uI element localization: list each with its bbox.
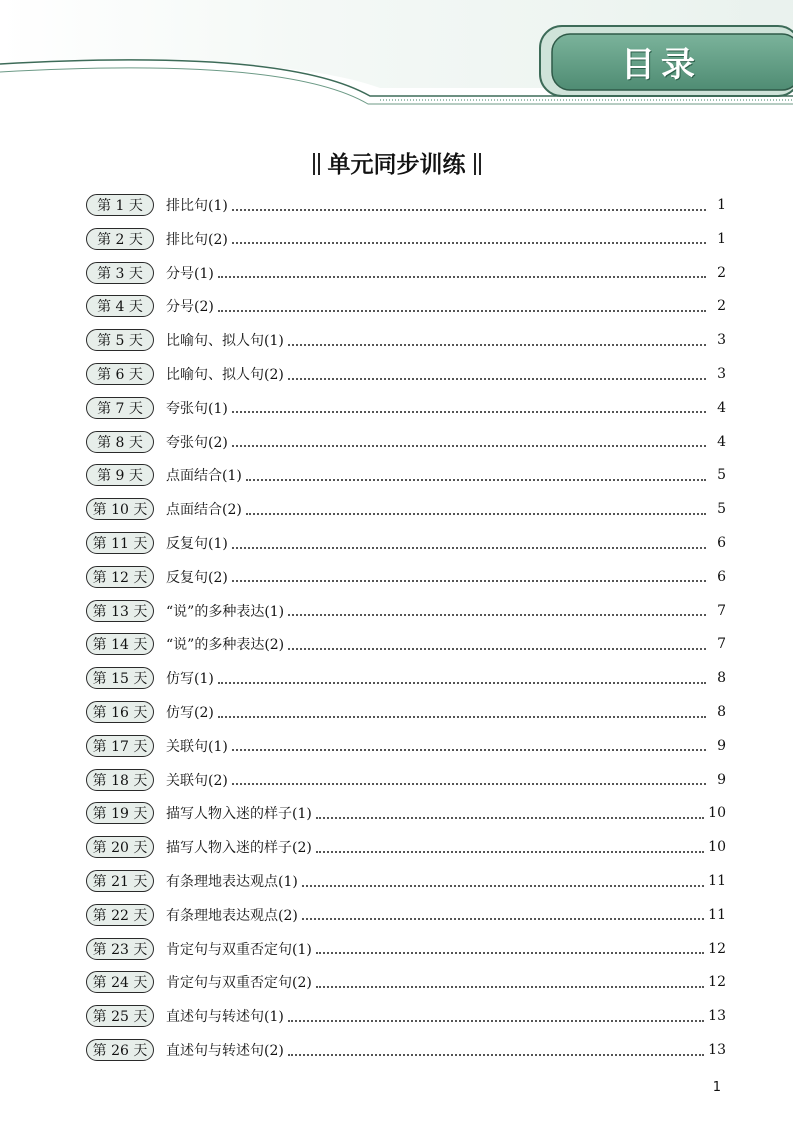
entry-title: 排比句(2) bbox=[166, 231, 228, 248]
entry-title: “说”的多种表达(2) bbox=[166, 637, 285, 654]
entry-page-number: 12 bbox=[708, 974, 726, 991]
toc-entry[interactable] bbox=[86, 564, 726, 590]
toc-entry[interactable] bbox=[86, 598, 726, 624]
dot-leader bbox=[316, 816, 704, 819]
entry-page-number: 12 bbox=[708, 940, 726, 957]
dot-leader bbox=[316, 985, 704, 988]
toc-heading: 目录 bbox=[621, 44, 701, 85]
entry-page-number: 2 bbox=[717, 298, 726, 315]
day-badge: 第 13 天 bbox=[86, 600, 154, 622]
entry-title: 夸张句(2) bbox=[166, 434, 228, 451]
toc-entry[interactable] bbox=[86, 800, 726, 826]
dot-leader bbox=[218, 309, 706, 312]
dot-leader bbox=[302, 884, 704, 887]
entry-page-number: 5 bbox=[717, 501, 726, 518]
toc-entry[interactable] bbox=[86, 530, 726, 556]
entry-page-number: 9 bbox=[717, 771, 726, 788]
entry-title: 直述句与转述句(1) bbox=[166, 1009, 284, 1026]
entry-page-number: 13 bbox=[708, 1008, 726, 1025]
dot-leader bbox=[232, 410, 706, 413]
entry-title: 点面结合(2) bbox=[166, 502, 242, 519]
toc-entry[interactable] bbox=[86, 699, 726, 725]
entry-page-number: 4 bbox=[717, 399, 726, 416]
day-badge: 第 6 天 bbox=[86, 363, 154, 385]
dot-leader bbox=[316, 850, 704, 853]
day-badge: 第 4 天 bbox=[86, 295, 154, 317]
day-badge: 第 26 天 bbox=[86, 1039, 154, 1061]
toc-entry[interactable] bbox=[86, 496, 726, 522]
dot-leader bbox=[232, 748, 706, 751]
title-bar-right bbox=[474, 153, 481, 175]
title-bar-left bbox=[313, 153, 320, 175]
toc-entry[interactable] bbox=[86, 1037, 726, 1063]
day-badge: 第 19 天 bbox=[86, 802, 154, 824]
entry-page-number: 1 bbox=[717, 230, 726, 247]
day-badge: 第 11 天 bbox=[86, 532, 154, 554]
toc-entry[interactable] bbox=[86, 665, 726, 691]
entry-title: 肯定句与双重否定句(2) bbox=[166, 975, 312, 992]
entry-title: 分号(1) bbox=[166, 265, 214, 282]
day-badge: 第 1 天 bbox=[86, 194, 154, 216]
entry-page-number: 7 bbox=[717, 636, 726, 653]
entry-page-number: 2 bbox=[717, 264, 726, 281]
dot-leader bbox=[232, 444, 706, 447]
day-badge: 第 12 天 bbox=[86, 566, 154, 588]
dot-leader bbox=[288, 647, 706, 650]
dot-leader bbox=[316, 951, 704, 954]
toc-entry[interactable] bbox=[86, 834, 726, 860]
dot-leader bbox=[302, 917, 704, 920]
entry-title: 点面结合(1) bbox=[166, 468, 242, 485]
entry-title: 有条理地表达观点(1) bbox=[166, 874, 298, 890]
dot-leader bbox=[288, 613, 706, 616]
toc-entry[interactable] bbox=[86, 767, 726, 793]
toc-entry[interactable] bbox=[86, 969, 726, 995]
entry-page-number: 8 bbox=[717, 670, 726, 687]
dot-leader bbox=[232, 546, 706, 549]
entry-page-number: 11 bbox=[708, 906, 726, 923]
dot-leader bbox=[218, 715, 706, 718]
day-badge: 第 10 天 bbox=[86, 498, 154, 520]
day-badge: 第 25 天 bbox=[86, 1005, 154, 1027]
day-badge: 第 14 天 bbox=[86, 633, 154, 655]
day-badge: 第 21 天 bbox=[86, 870, 154, 892]
entry-title: 反复句(2) bbox=[166, 569, 228, 586]
entry-title: 分号(2) bbox=[166, 299, 214, 316]
dot-leader bbox=[246, 478, 706, 481]
toc-entry[interactable] bbox=[86, 192, 726, 218]
entry-page-number: 6 bbox=[717, 535, 726, 551]
entry-page-number: 9 bbox=[717, 737, 726, 754]
entry-title: 描写人物入迷的样子(1) bbox=[166, 806, 312, 823]
entry-page-number: 6 bbox=[717, 568, 726, 585]
entry-page-number: 3 bbox=[717, 332, 726, 349]
day-badge: 第 2 天 bbox=[86, 228, 154, 250]
entry-title: 排比句(1) bbox=[166, 198, 228, 214]
entry-page-number: 10 bbox=[708, 839, 726, 856]
entry-title: 有条理地表达观点(2) bbox=[166, 907, 298, 924]
dot-leader bbox=[288, 377, 706, 380]
entry-title: 比喻句、拟人句(1) bbox=[166, 333, 284, 350]
dot-leader bbox=[218, 275, 706, 278]
dot-leader bbox=[288, 1053, 704, 1056]
entry-title: 比喻句、拟人句(2) bbox=[166, 367, 284, 383]
day-badge: 第 5 天 bbox=[86, 329, 154, 351]
section-title bbox=[0, 146, 793, 179]
entry-page-number: 11 bbox=[708, 873, 726, 889]
dot-leader bbox=[232, 579, 706, 582]
day-badge: 第 24 天 bbox=[86, 971, 154, 993]
day-badge: 第 16 天 bbox=[86, 701, 154, 723]
toc-entry[interactable] bbox=[86, 361, 726, 387]
day-badge: 第 8 天 bbox=[86, 431, 154, 453]
day-badge: 第 7 天 bbox=[86, 397, 154, 419]
toc-entry[interactable] bbox=[86, 1003, 726, 1029]
entry-page-number: 13 bbox=[708, 1042, 726, 1058]
entry-title: 直述句与转述句(2) bbox=[166, 1043, 284, 1059]
toc-entry[interactable] bbox=[86, 429, 726, 455]
entry-page-number: 3 bbox=[717, 366, 726, 382]
entry-title: 仿写(2) bbox=[166, 705, 214, 721]
toc-entry[interactable] bbox=[86, 462, 726, 488]
page-number: 1 bbox=[712, 1080, 721, 1095]
day-badge: 第 22 天 bbox=[86, 904, 154, 926]
day-badge: 第 17 天 bbox=[86, 735, 154, 757]
entry-title: 关联句(1) bbox=[166, 738, 228, 755]
day-badge: 第 20 天 bbox=[86, 836, 154, 858]
toc-entry[interactable] bbox=[86, 733, 726, 759]
day-badge: 第 18 天 bbox=[86, 769, 154, 791]
entry-title: 夸张句(1) bbox=[166, 400, 228, 417]
entry-page-number: 10 bbox=[708, 805, 726, 822]
entry-title: 反复句(1) bbox=[166, 536, 228, 552]
dot-leader bbox=[232, 208, 706, 211]
dot-leader bbox=[246, 512, 706, 515]
entry-page-number: 8 bbox=[717, 704, 726, 720]
toc-entry[interactable] bbox=[86, 868, 726, 894]
entry-page-number: 4 bbox=[717, 433, 726, 450]
dot-leader bbox=[288, 343, 706, 346]
dot-leader bbox=[232, 241, 706, 244]
toc-entry[interactable] bbox=[86, 902, 726, 928]
toc-entry[interactable] bbox=[86, 631, 726, 657]
toc-entry[interactable] bbox=[86, 293, 726, 319]
dot-leader bbox=[232, 782, 706, 785]
toc-entry[interactable] bbox=[86, 260, 726, 286]
entry-page-number: 7 bbox=[717, 602, 726, 619]
entry-title: 描写人物入迷的样子(2) bbox=[166, 840, 312, 857]
toc-entry[interactable] bbox=[86, 327, 726, 353]
dot-leader bbox=[288, 1019, 704, 1022]
entry-page-number: 5 bbox=[717, 467, 726, 484]
entry-title: 仿写(1) bbox=[166, 671, 214, 688]
toc-entry[interactable] bbox=[86, 395, 726, 421]
toc-entry[interactable] bbox=[86, 936, 726, 962]
entry-title: 关联句(2) bbox=[166, 772, 228, 789]
day-badge: 第 23 天 bbox=[86, 938, 154, 960]
section-title-text: 单元同步训练 bbox=[327, 151, 466, 178]
entry-title: 肯定句与双重否定句(1) bbox=[166, 941, 312, 958]
day-badge: 第 3 天 bbox=[86, 262, 154, 284]
entry-page-number: 1 bbox=[717, 197, 726, 213]
entry-title: “说”的多种表达(1) bbox=[166, 603, 285, 620]
toc-entry[interactable] bbox=[86, 226, 726, 252]
day-badge: 第 9 天 bbox=[86, 464, 154, 486]
dot-leader bbox=[218, 681, 706, 684]
day-badge: 第 15 天 bbox=[86, 667, 154, 689]
